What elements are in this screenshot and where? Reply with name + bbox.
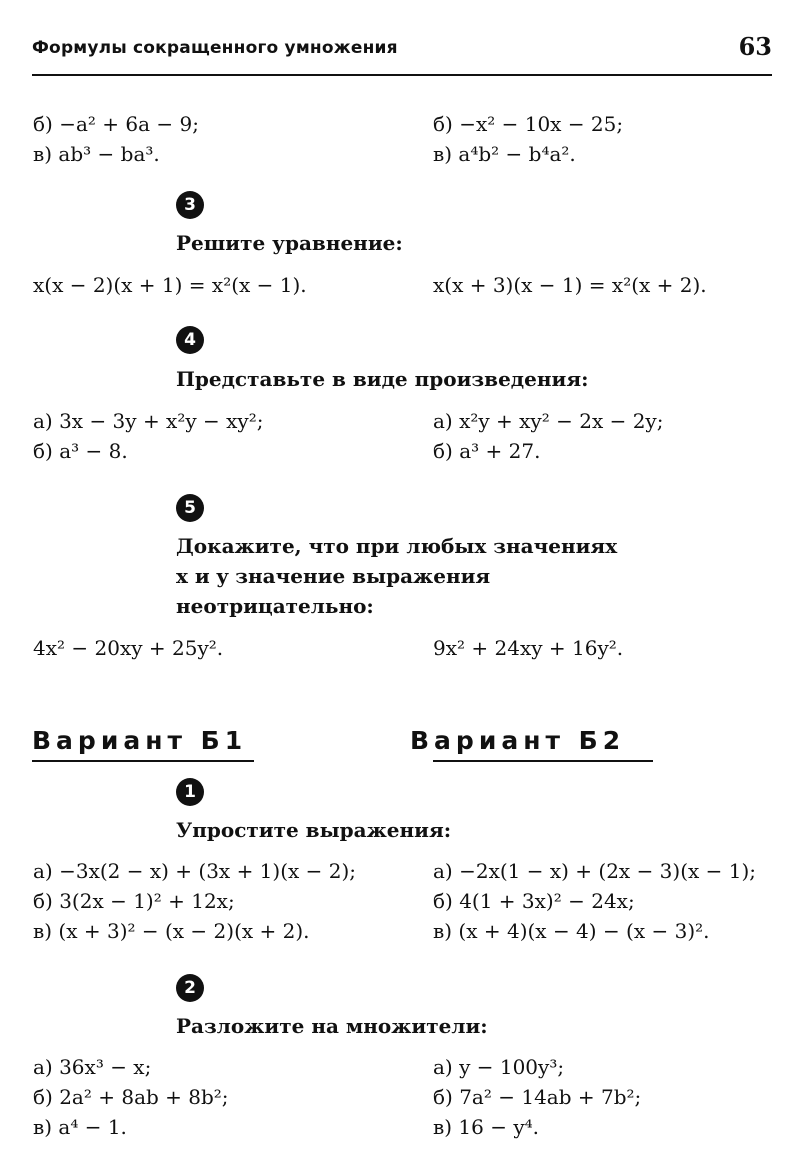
task-number-marker: 3: [176, 191, 204, 219]
task-instruction: Докажите, что при любых значениях: [176, 534, 618, 558]
exercise-item: б) a³ + 27.: [433, 439, 541, 463]
task-instruction: неотрицательно:: [176, 594, 374, 618]
equation: x(x + 3)(x − 1) = x²(x + 2).: [433, 273, 707, 297]
task-number-marker: 5: [176, 494, 204, 522]
exercise-item: в) (x + 4)(x − 4) − (x − 3)².: [433, 919, 710, 943]
exercise-item: а) −3x(2 − x) + (3x + 1)(x − 2);: [33, 859, 357, 883]
task-instruction: Разложите на множители:: [176, 1014, 488, 1038]
exercise-item: а) x²y + xy² − 2x − 2y;: [433, 409, 664, 433]
expression: 4x² − 20xy + 25y².: [33, 636, 224, 660]
exercise-item: б) 2a² + 8ab + 8b²;: [33, 1085, 229, 1109]
task-number-marker: 1: [176, 778, 204, 806]
page-number: 63: [738, 32, 772, 61]
task-instruction: Решите уравнение:: [176, 231, 403, 255]
exercise-item: в) a⁴b² − b⁴a².: [433, 142, 576, 166]
variant-underline: [32, 760, 254, 762]
task-instruction: x и y значение выражения: [176, 564, 491, 588]
expression: 9x² + 24xy + 16y².: [433, 636, 624, 660]
running-title: Формулы сокращенного умножения: [32, 38, 398, 58]
task-number-marker: 2: [176, 974, 204, 1002]
exercise-item: в) 16 − y⁴.: [433, 1115, 540, 1139]
exercise-item: а) −2x(1 − x) + (2x − 3)(x − 1);: [433, 859, 757, 883]
exercise-item: б) −a² + 6a − 9;: [33, 112, 199, 136]
task-instruction: Упростите выражения:: [176, 818, 452, 842]
exercise-item: в) a⁴ − 1.: [33, 1115, 127, 1139]
exercise-item: б) −x² − 10x − 25;: [433, 112, 624, 136]
exercise-item: б) 4(1 + 3x)² − 24x;: [433, 889, 635, 913]
page-header: [32, 30, 772, 74]
variant-heading: Вариант Б1: [32, 726, 248, 755]
exercise-item: в) (x + 3)² − (x − 2)(x + 2).: [33, 919, 310, 943]
exercise-item: б) 7a² − 14ab + 7b²;: [433, 1085, 642, 1109]
exercise-item: б) 3(2x − 1)² + 12x;: [33, 889, 235, 913]
equation: x(x − 2)(x + 1) = x²(x − 1).: [33, 273, 307, 297]
variant-underline: [433, 760, 653, 762]
task-number-marker: 4: [176, 326, 204, 354]
variant-heading: Вариант Б2: [410, 726, 626, 755]
exercise-item: в) ab³ − ba³.: [33, 142, 160, 166]
exercise-item: а) 3x − 3y + x²y − xy²;: [33, 409, 264, 433]
exercise-item: б) a³ − 8.: [33, 439, 128, 463]
exercise-item: а) y − 100y³;: [433, 1055, 565, 1079]
header-rule: [32, 74, 772, 76]
task-instruction: Представьте в виде произведения:: [176, 367, 589, 391]
exercise-item: а) 36x³ − x;: [33, 1055, 152, 1079]
